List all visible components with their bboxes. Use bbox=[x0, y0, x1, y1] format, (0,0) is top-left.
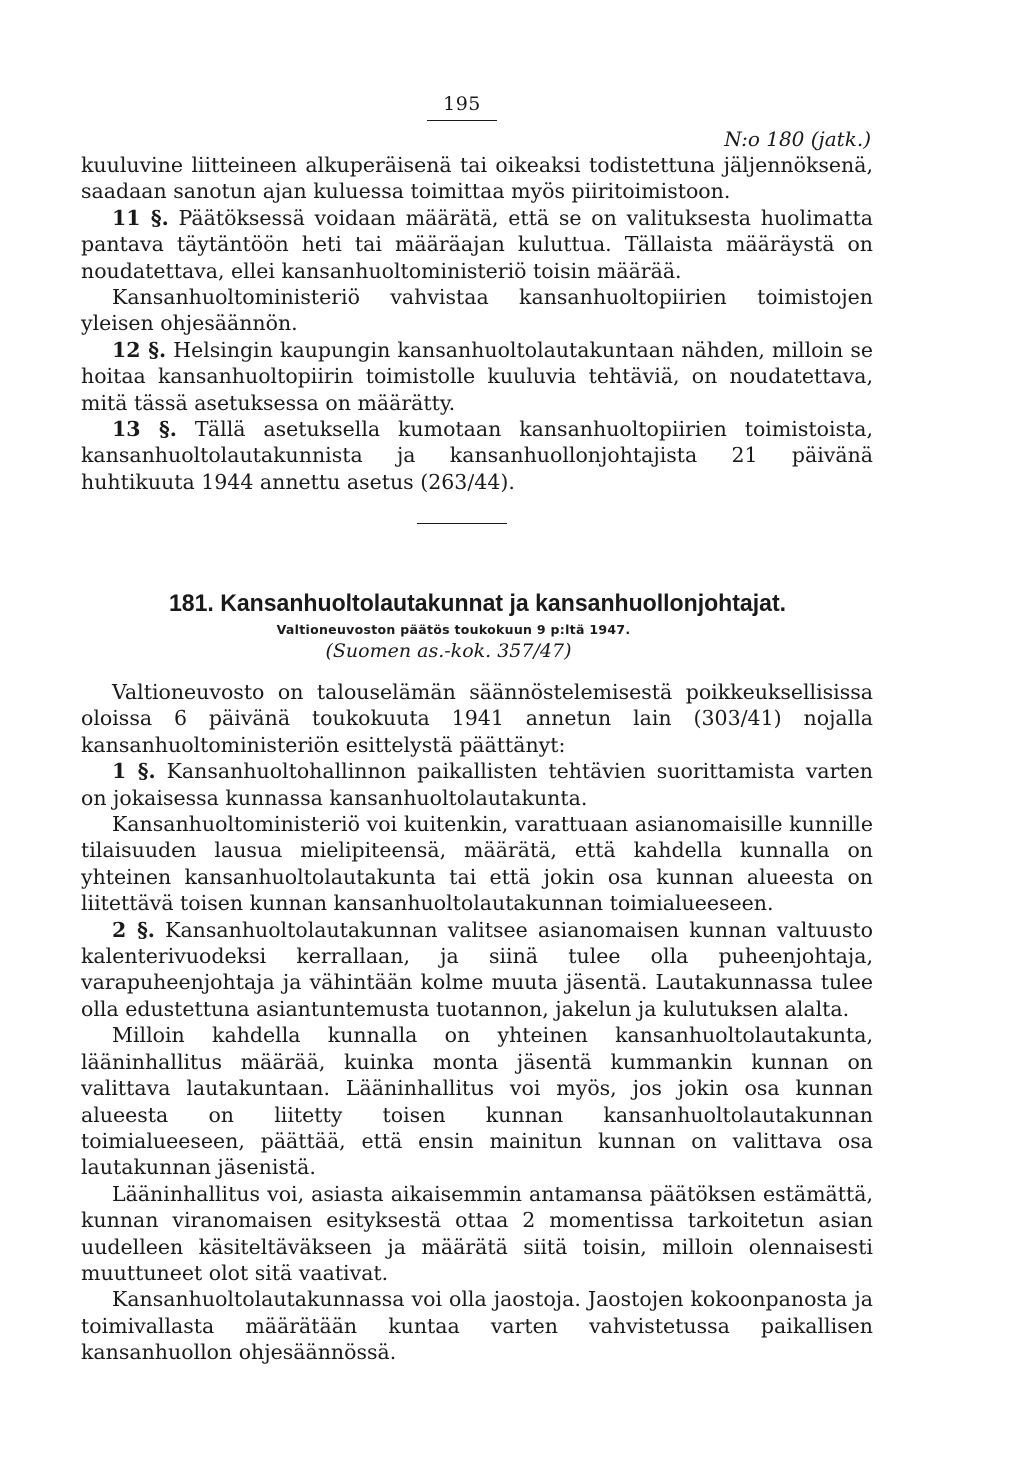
paragraph-text: Tällä asetuksella kumotaan kansanhuoltopiirien toimistoista, kansanhuoltolautakunnista ja kansanhuollonjohtajista 21 päivänä huhtikuuta 1944 annettu asetus (263/44). bbox=[81, 417, 873, 494]
section-181-body bbox=[81, 679, 873, 1366]
section-number: 13 §. bbox=[112, 417, 177, 442]
paragraph-section-12 bbox=[81, 337, 873, 416]
paragraph-section-1 bbox=[81, 758, 873, 811]
paragraph-text: Helsingin kaupungin kansanhuoltolautakuntaan nähden, milloin se hoitaa kansanhuoltopiirin toimistolle kuuluvia tehtäviä, on noudatettava, mitä tässä asetuksessa on määrätty. bbox=[81, 337, 873, 415]
source-reference: (Suomen as.-kok. 357/47) bbox=[325, 640, 572, 662]
section-180-continuation bbox=[81, 152, 873, 495]
paragraph-text: Kansanhuoltolautakunnan valitsee asianomaisen kunnan valtuusto kalenterivuodeksi kerrallaan, ja siinä tulee olla puheenjohtaja, varapuheenjohtaja ja vähintään kolme muuta jäsentä. Lautakunnassa tulee olla edustettuna asiantuntemusta tuotannon, jakelun ja kulutuksen alalta. bbox=[81, 917, 873, 1021]
section-number: 12 §. bbox=[112, 337, 167, 362]
section-heading: 181. Kansanhuoltolautakunnat ja kansanhuollonjohtajat. bbox=[168, 590, 787, 617]
paragraph-preamble: Valtioneuvosto on talouselämän säännöstelemisestä poikkeuksellisissa oloissa 6 päivänä toukokuuta 1941 annetun lain (303/41) nojalla kansanhuoltoministeriön esittelystä päättänyt: bbox=[81, 680, 873, 757]
paragraph: Kansanhuoltoministeriö vahvistaa kansanhuoltopiirien toimistojen yleisen ohjesäännön. bbox=[81, 285, 873, 336]
paragraph-section-2 bbox=[81, 917, 873, 1023]
running-reference: N:o 180 (jatk.) bbox=[724, 127, 871, 151]
paragraph: Kansanhuoltolautakunnassa voi olla jaostoja. Jaostojen kokoonpanosta ja toimivallasta määrätään kuntaa varten vahvistetussa paikallisen kansanhuollon ohjesäännössä. bbox=[81, 1287, 873, 1365]
paragraph-text: Kansanhuoltohallinnon paikallisten tehtävien suorittamista varten on jokaisessa kunnassa kansanhuoltolautakunta. bbox=[81, 759, 873, 810]
page-number: 195 bbox=[443, 93, 481, 115]
section-number: 2 §. bbox=[112, 917, 155, 942]
paragraph: kuuluvine liitteineen alkuperäisenä tai oikeaksi todistettuna jäljennöksenä, saadaan sanotun ajan kuluessa toimittaa myös piiritoimistoon. bbox=[81, 153, 873, 204]
paragraph-section-11 bbox=[81, 205, 873, 284]
paragraph-section-13 bbox=[81, 416, 873, 495]
paragraph: Lääninhallitus voi, asiasta aikaisemmin antamansa päätöksen estämättä, kunnan viranomaisen esityksestä ottaa 2 momentissa tarkoitetun asian uudelleen käsiteltäväkseen ja määrätä siitä toisin, milloin olennaisesti muuttuneet olot sitä vaativat. bbox=[81, 1181, 873, 1285]
paragraph-text: Päätöksessä voidaan määrätä, että se on valituksesta huolimatta pantava täytäntöön heti tai määräajan kuluttua. Tällaista määräystä on noudatettava, ellei kansanhuoltoministeriö toisin määrää. bbox=[81, 205, 873, 283]
decision-subheading: Valtioneuvoston päätös toukokuun 9 p:ltä 1947. bbox=[276, 622, 631, 637]
page-number-rule bbox=[427, 120, 497, 121]
paragraph: Milloin kahdella kunnalla on yhteinen kansanhuoltolautakunta, lääninhallitus määrää, kuinka monta jäsentä kummankin kunnan on valittava lautakuntaan. Lääninhallitus voi myös, jos jokin osa kunnan alueesta on liitetty toisen kunnan kansanhuoltolautakunnan toimialueeseen, päättää, että ensin mainitun kunnan on valittava osa lautakunnan jäsenistä. bbox=[81, 1023, 873, 1180]
section-number: 1 §. bbox=[112, 759, 156, 784]
section-separator bbox=[417, 523, 507, 524]
paragraph: Kansanhuoltoministeriö voi kuitenkin, varattuaan asianomaisille kunnille tilaisuuden lausua mielipiteensä, määrätä, että kahdella kunnalla on yhteinen kansanhuoltolautakunta tai että jokin osa kunnan alueesta on liitettävä toisen kunnan kansanhuoltolautakunnan toimialueeseen. bbox=[81, 812, 873, 916]
section-number: 11 §. bbox=[112, 205, 169, 230]
